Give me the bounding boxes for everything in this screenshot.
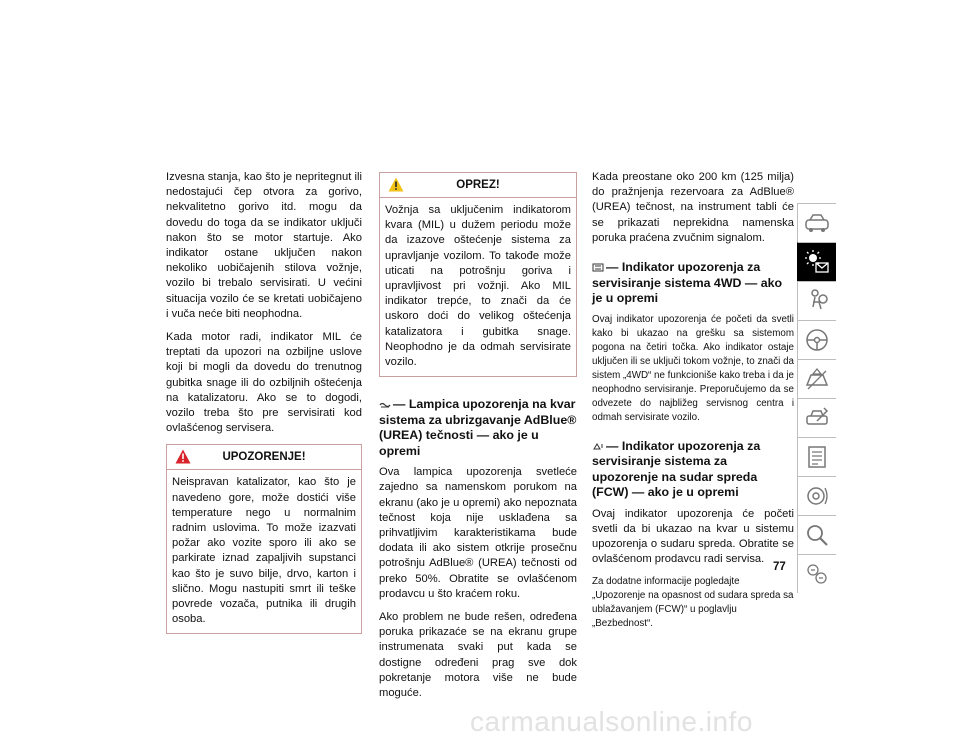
- tab-service[interactable]: [797, 398, 836, 437]
- caution-text: Vožnja sa uključenim indikatorom kvara (MIL) u dužem periodu može da izazove oštećenje sistema za upravljanje vozilom. To takođe može uticati na potrošnju goriva i upravljivost pri vožnji. Ako MIL indikator trepće, to znači da će uskoro doći do velikog oštećenja katalizatora i gubitka snage. Neophodno je da odmah servisirate vozilo.: [385, 204, 571, 369]
- tab-multimedia[interactable]: [797, 476, 836, 515]
- col2-paragraph-1: Ova lampica upozorenja svetleće zajedno sa namenskom porukom na ekranu (ako je u opremi) ako nepoznata tečnost koja nije usklađena sa prihvatljivim karakteristikama bude dodata ili ako sistem otkrije prosečnu potrošnju AdBlue® (UREA) tečnosti od preko 50%. Obratite se ovlašćenom prodavcu u što kraćem roku.: [379, 466, 577, 600]
- warning-triangle-icon: [175, 449, 191, 464]
- warning-title: UPOZORENJE!: [222, 451, 306, 464]
- col1-paragraph-2: Kada motor radi, indikator MIL će treptati da upozori na ozbiljne uslove koji bi mogli da dovedu do trenutnog gubitka snage ili do ozbiljnih oštećenja na katalizatoru. Ako se to dogodi, vozilo treba što pre servisirati kod ovlašćenog servisera.: [166, 331, 362, 435]
- warning-text: Neispravan katalizator, kao što je navedeno gore, može dostići više temperature nego u normalnim radnim uslovima. To može izazvati požar ako vozite sporo ili ako se parkirate iznad zapaljivih supstanci kao što je suvo bilje, drvo, karton i slično. Mogu nastupiti smrt ili teške povrede vozača, putnika ili drugih osoba.: [172, 476, 356, 626]
- col3-paragraph-2: Ovaj indikator upozorenja će početi da svetli kako bi ukazao na grešku sa sistemom pogona na četiri točka. Ako indikator ostaje uključen ili se uključi tokom vožnje, to znači da sistem „4WD“ ne funkcioniše kako treba i da je neophodno servisiranje. Preporučujemo da se odvezete do najbližeg servisnog centra i odmah servisirate vozilo.: [592, 313, 795, 423]
- warning-header: [167, 445, 361, 470]
- adblue-warning-icon: [379, 401, 391, 409]
- 4wd-heading: [592, 260, 794, 307]
- col1-paragraph-1: Izvesna stanja, kao što je nepritegnut ili nedostajući čep otvora za gorivo, nekvalitetno gorivo itd. mogu da dovedu do toga da se indikator uključi nakon što se motor startuje. Ako indikator ostane uključen nakon nekoliko uobičajenih stilova vožnje, vozilo bi trebalo servisirati. U većini situacija vozilo će se kretati uobičajeno i vuča neće biti neophodna.: [166, 171, 362, 320]
- column-1: [166, 170, 362, 642]
- tab-vehicle[interactable]: [797, 203, 836, 242]
- column-2: [379, 172, 577, 709]
- tab-emergency[interactable]: [797, 359, 836, 398]
- warning-box: [166, 444, 362, 634]
- 4wd-warning-icon: [592, 263, 604, 272]
- wrench-car-icon: [803, 404, 831, 432]
- fcw-warning-icon: [592, 442, 604, 451]
- languages-icon: [803, 560, 831, 588]
- tab-index[interactable]: [797, 515, 836, 554]
- car-icon: [803, 209, 831, 237]
- col3-paragraph-1: Kada preostane oko 200 km (125 milja) do pražnjenja rezervoara za AdBlue® (UREA) tečnost, na instrument tabli će se prikazati neprekidna namenska poruka praćena zvučnim signalom.: [592, 171, 794, 244]
- adblue-heading: [379, 397, 577, 459]
- 4wd-heading-text: — Indikator upozorenja za servisiranje sistema 4WD — ako je u opremi: [592, 260, 783, 306]
- tab-driving[interactable]: [797, 320, 836, 359]
- tab-specifications[interactable]: [797, 437, 836, 476]
- caution-header: [380, 173, 576, 198]
- fcw-heading: [592, 439, 794, 501]
- caution-triangle-icon: [388, 177, 404, 192]
- adblue-heading-text: — Lampica upozorenja na kvar sistema za ubrizgavanje AdBlue® (UREA) tečnosti — ako je u opremi: [379, 397, 577, 458]
- fcw-heading-text: — Indikator upozorenja za servisiranje sistema za upozorenje na sudar spreda (FCW) — ako je u opremi: [592, 438, 761, 500]
- caution-title: OPREZ!: [456, 179, 500, 191]
- col3-paragraph-3: Ovaj indikator upozorenja će početi svetli da bi ukazao na kvar u sistemu upozorenja o sudaru spreda. Obratite se ovlašćenom prodavcu radi servisa.: [592, 507, 794, 566]
- page-number: 77: [773, 561, 786, 573]
- footer-watermark: carmanualsonline.info: [470, 706, 753, 737]
- airbag-icon: [803, 287, 831, 315]
- tab-safety[interactable]: [797, 281, 836, 320]
- specifications-icon: [803, 443, 831, 471]
- col2-paragraph-2: Ako problem ne bude rešen, određena poruka prikazaće se na ekranu grupe instrumenata svaki put kada se dostigne određeni prag sve dok pokretanje motora više ne bude moguće.: [379, 611, 577, 700]
- caution-box: [379, 172, 577, 377]
- col3-paragraph-4: Za dodatne informacije pogledajte „Upozorenje na opasnost od sudara spreda sa ublažavanjem (FCW)“ u poglavlju „Bezbednost“.: [592, 576, 794, 630]
- chapter-tabs: [797, 203, 836, 593]
- magnifier-icon: [803, 521, 831, 549]
- warning-light-icon: [803, 248, 831, 276]
- tab-languages[interactable]: [797, 554, 836, 593]
- tab-dashboard-warnings[interactable]: [797, 242, 836, 281]
- column-3: [592, 170, 794, 639]
- steering-wheel-icon: [803, 326, 831, 354]
- emergency-car-icon: [803, 365, 831, 393]
- multimedia-icon: [803, 482, 831, 510]
